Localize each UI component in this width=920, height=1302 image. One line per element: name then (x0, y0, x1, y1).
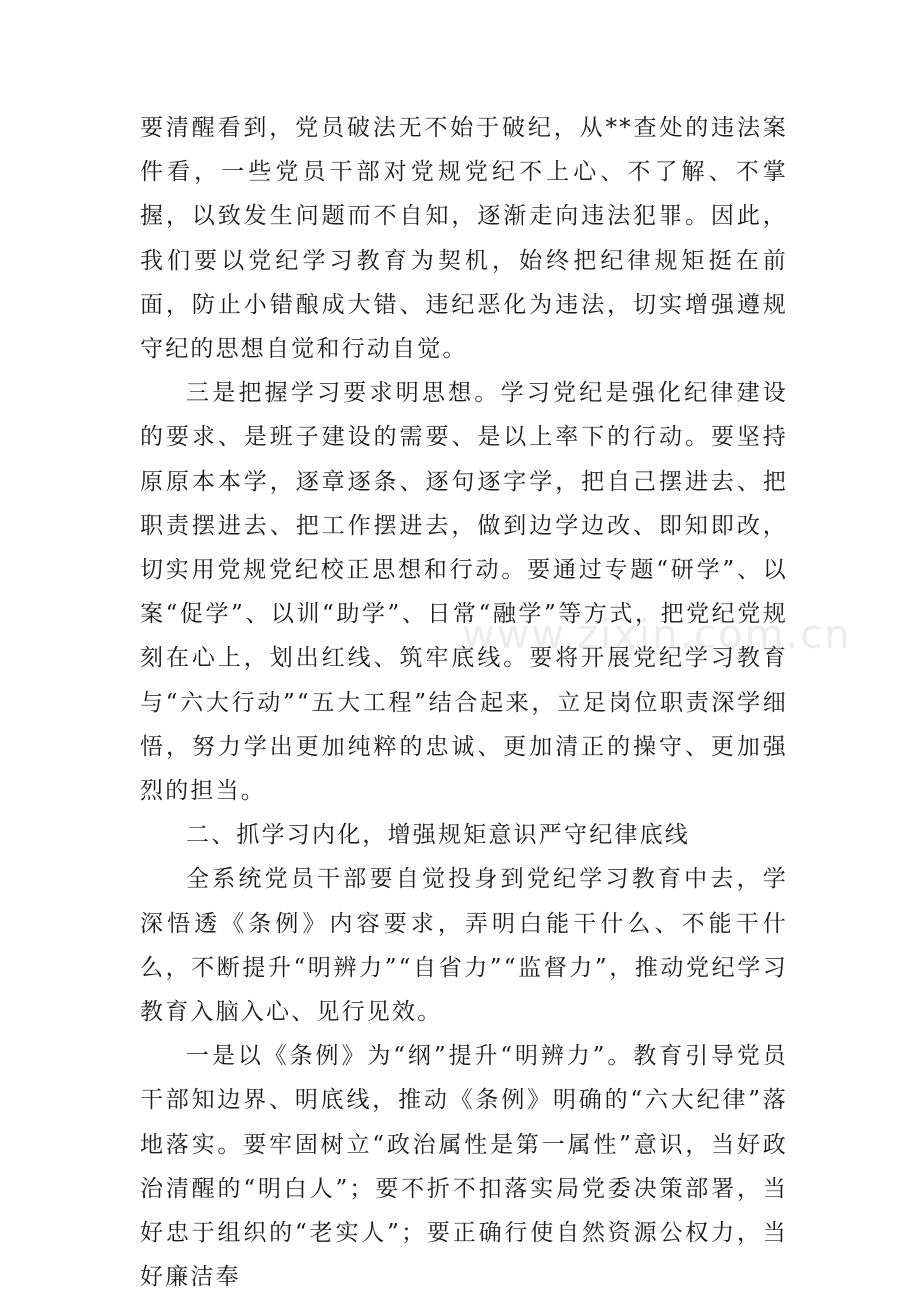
paragraph-1: 要清醒看到，党员破法无不始于破纪，从**查处的违法案件看，一些党员干部对党规党纪不上心、不了解、不掌握，以致发生问题而不自知，逐渐走向违法犯罪。因此，我们要以党纪学习教育为契机，始终把纪律规矩挺在前面，防止小错酿成大错、违纪恶化为违法，切实增强遵规守纪的思想自觉和行动自觉。 (140, 115, 788, 363)
paragraph-3: 全系统党员干部要自觉投身到党纪学习教育中去，学深悟透《条例》内容要求，弄明白能干什么、不能干什么，不断提升“明辨力”“自省力”“监督力”，推动党纪学习教育入脑入心、见行见效。 (140, 866, 788, 1026)
watermark-text: www.zixin.com.cn (462, 612, 852, 658)
section-heading: 二、抓学习内化，增强规矩意识严守纪律底线 (186, 822, 690, 849)
document-body (140, 106, 788, 1299)
paragraph-2: 三是把握学习要求明思想。学习党纪是强化纪律建设的要求、是班子建设的需要、是以上率下的行动。要坚持原原本本学，逐章逐条、逐句逐字学，把自己摆进去、把职责摆进去、把工作摆进去，做到边学边改、即知即改，切实用党规党纪校正思想和行动。要通过专题“研学”、以案“促学”、以训“助学”、日常“融学”等方式，把党纪党规刻在心上，划出红线、筑牢底线。要将开展党纪学习教育与“六大行动”“五大工程”结合起来，立足岗位职责深学细悟，努力学出更加纯粹的忠诚、更加清正的操守、更加强烈的担当。 (140, 380, 788, 805)
paragraph-4: 一是以《条例》为“纲”提升“明辨力”。教育引导党员干部知边界、明底线，推动《条例》明确的“六大纪律”落地落实。要牢固树立“政治属性是第一属性”意识，当好政治清醒的“明白人”；要不折不扣落实局党委决策部署，当好忠于组织的“老实人”；要正确行使自然资源公权力，当好廉洁奉 (140, 1043, 788, 1291)
